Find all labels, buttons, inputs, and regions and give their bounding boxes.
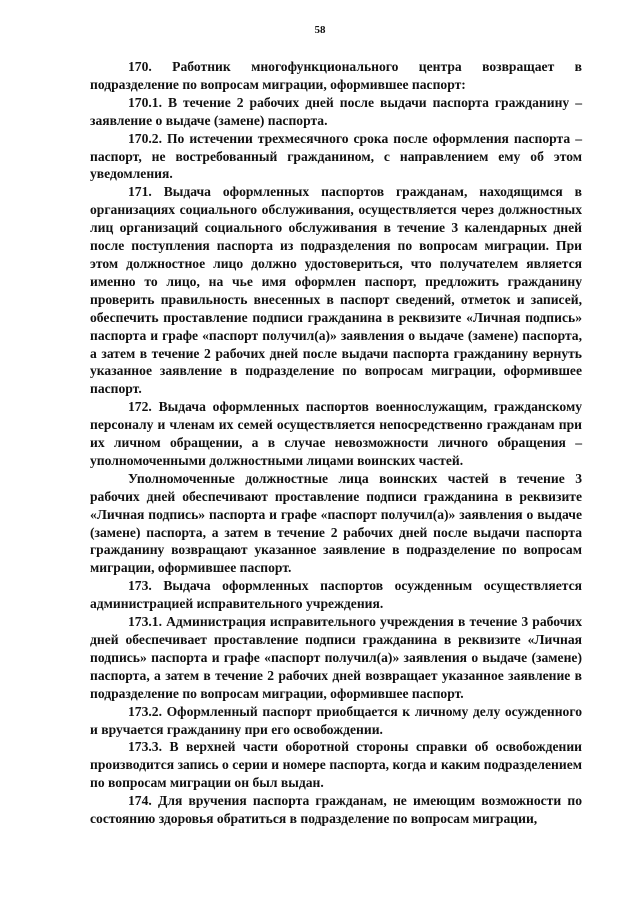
paragraph-170: 170. Работник многофункционального центра возвращает в подразделение по вопросам миграции, оформившее паспорт:: [90, 59, 582, 92]
paragraph-174: 174. Для вручения паспорта гражданам, не имеющим возможности по состоянию здоровья обратиться в подразделение по вопросам миграции,: [90, 793, 582, 827]
paragraph-172-continued: Уполномоченные должностные лица воинских частей в течение 3 рабочих дней обеспечивают проставление подписи гражданина в реквизите «Личная подпись» паспорта и графе «паспорт получил(а)» заявления о выдаче (замене) паспорта, а затем в течение 2 рабочих дней после выдачи паспорта гражданину возвращают указанное заявление в подразделение по вопросам миграции, оформившее паспорт.: [90, 470, 582, 576]
paragraph-170-1: 170.1. В течение 2 рабочих дней после выдачи паспорта гражданину – заявление о выдаче (замене) паспорта.: [90, 94, 582, 128]
paragraph-171: 171. Выдача оформленных паспортов гражданам, находящимся в организациях социального обслуживания, осуществляется через должностных лиц организаций социального обслуживания в течение 3 календарных дней после поступления паспорта из подразделения по вопросам миграции. При этом должностное лицо должно удостовериться, что получателем является именно то лицо, на чье имя оформлен паспорт, предложить гражданину проверить правильность внесенных в паспорт сведений, отметок и записей, обеспечить проставление подписи гражданина в реквизите «Личная подпись» паспорта и графе «паспорт получил(а)» заявления о выдаче (замене) паспорта, а затем в течение 2 рабочих дней после выдачи паспорта гражданину вернуть указанное заявление в подразделение по вопросам миграции, оформившее паспорт.: [90, 184, 582, 397]
paragraph-173-3: 173.3. В верхней части оборотной стороны справки об освобождении производится запись о серии и номере паспорта, когда и каким подразделением по вопросам миграции он был выдан.: [90, 739, 582, 791]
paragraph-173-1: 173.1. Администрация исправительного учреждения в течение 3 рабочих дней обеспечивает проставление подписи гражданина в реквизите «Личная подпись» паспорта и графе «паспорт получил(а)» заявления о выдаче (замене) паспорта, а затем в течение 2 рабочих дней возвращает указанное заявление в подразделение по вопросам миграции, оформившее паспорт.: [90, 614, 582, 701]
page-number: 58: [314, 24, 326, 36]
paragraph-170-2: 170.2. По истечении трехмесячного срока после оформления паспорта – паспорт, не востребованный гражданином, с направлением ему об этом уведомления.: [90, 130, 582, 182]
paragraph-172: 172. Выдача оформленных паспортов военнослужащим, гражданскому персоналу и членам их семей осуществляется непосредственно гражданам при их личном обращении, а в случае невозможности личного обращения – уполномоченными должностными лицами воинских частей.: [90, 399, 582, 468]
paragraph-173: 173. Выдача оформленных паспортов осужденным осуществляется администрацией исправительного учреждения.: [90, 578, 582, 612]
document-body: [90, 58, 582, 828]
paragraph-173-2: 173.2. Оформленный паспорт приобщается к личному делу осужденного и вручается гражданину при его освобождении.: [90, 703, 582, 737]
